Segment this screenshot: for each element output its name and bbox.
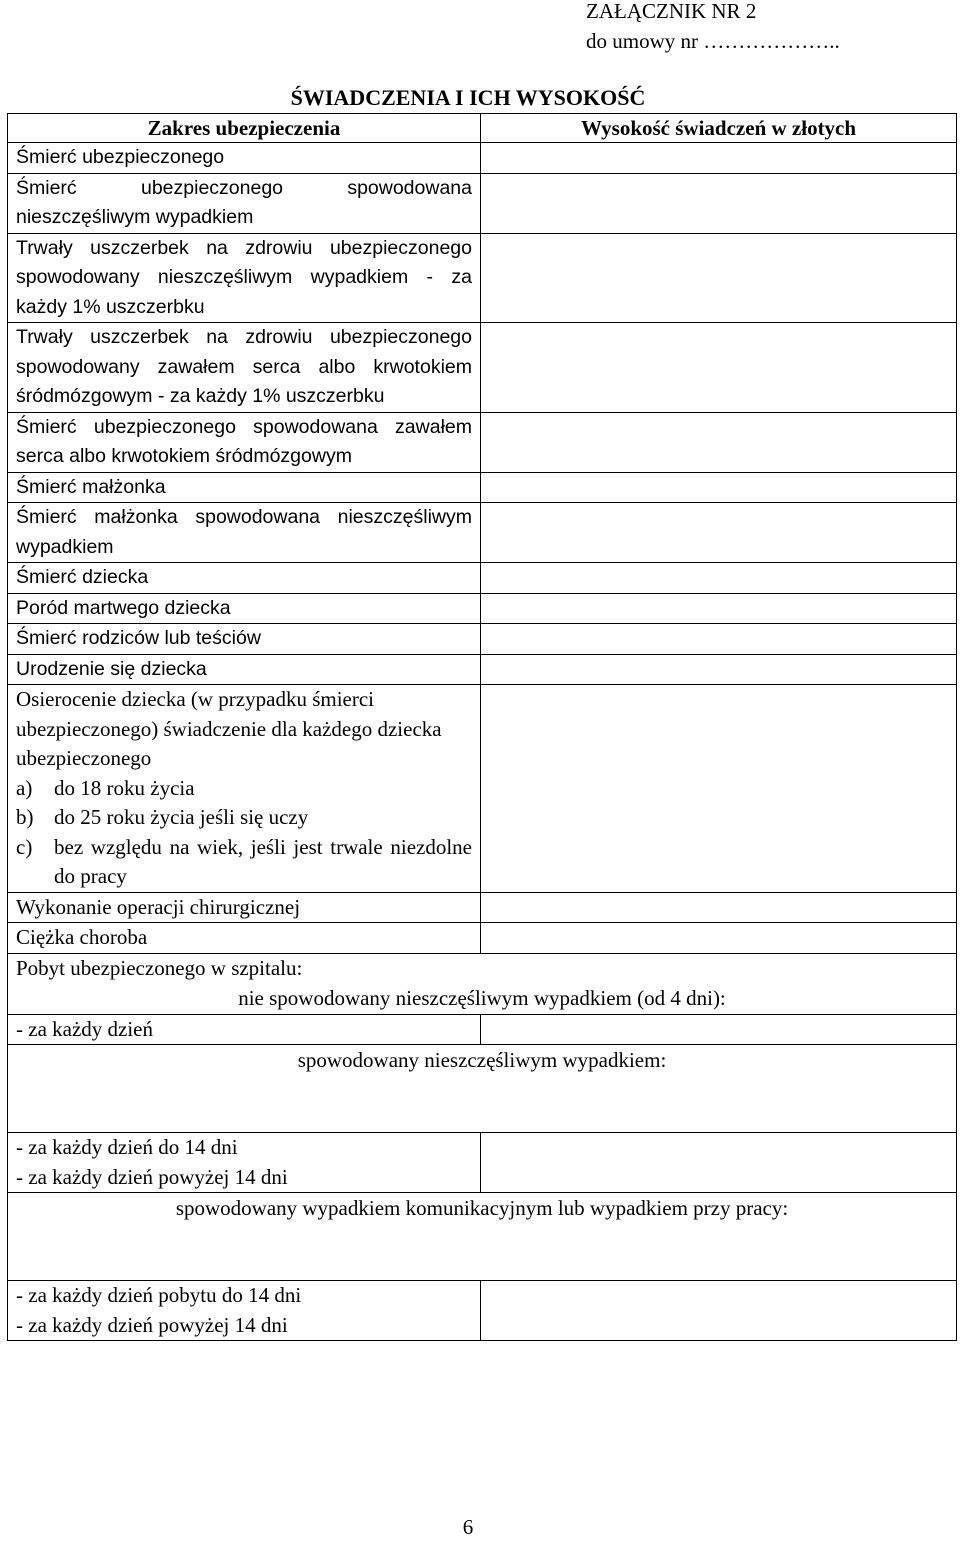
row-label: Śmierć małżonka (16, 475, 166, 498)
row-label: - za każdy dzień powyżej 14 dni (16, 1164, 288, 1189)
row-label: Poród martwego dziecka (16, 596, 231, 619)
row-label: Trwały uszczerbek na zdrowiu ubezpieczonego spowodowany zawałem serca albo krwotokiem śródmózgowym - za każdy 1% uszczerbku (16, 326, 472, 407)
table-row (8, 323, 957, 413)
list-item (8, 774, 480, 804)
list-marker: b) (16, 805, 34, 829)
row-label: Śmierć ubezpieczonego spowodowana zawałem serca albo krwotokiem śródmózgowym (16, 415, 472, 467)
row-label: Śmierć ubezpieczonego (16, 146, 225, 168)
page-number: 6 (462, 1515, 474, 1539)
list-marker: c) (16, 834, 33, 859)
amount-cell (481, 685, 957, 893)
column-header-scope: Zakres ubezpieczenia (147, 116, 341, 140)
table-row (8, 563, 957, 594)
table-row-orphan (8, 685, 957, 893)
table-header-row (8, 114, 957, 143)
row-label: Śmierć rodziców lub teściów (16, 627, 261, 649)
table-row (8, 412, 957, 472)
amount-cell (481, 472, 957, 503)
annex-label: ZAŁĄCZNIK NR 2 (586, 0, 757, 23)
contract-reference: do umowy nr ……………….. (586, 29, 840, 53)
amount-cell (481, 323, 957, 413)
table-row (8, 472, 957, 503)
list-item (8, 803, 480, 833)
hospital-title-row (8, 953, 957, 1014)
list-item-text: do 25 roku życia jeśli się uczy (54, 805, 309, 829)
row-label: - za każdy dzień powyżej 14 dni (16, 1312, 288, 1337)
amount-cell (481, 923, 957, 954)
amount-cell (481, 173, 957, 233)
table-row (8, 173, 957, 233)
row-label: Ciężka choroba (16, 925, 148, 949)
table-row (8, 1133, 957, 1193)
subsection-row (8, 1193, 957, 1281)
row-label: Trwały uszczerbek na zdrowiu ubezpieczonego spowodowany nieszczęśliwym wypadkiem - za każdy 1% uszczerbku (16, 236, 472, 318)
table-row (8, 624, 957, 655)
table-row (8, 654, 957, 685)
subsection-heading: nie spowodowany nieszczęśliwym wypadkiem (od 4 dni): (238, 986, 726, 1010)
amount-cell (481, 412, 957, 472)
table-row (8, 233, 957, 323)
header-cell-scope (8, 114, 481, 143)
subsection-heading: spowodowany wypadkiem komunikacyjnym lub wypadkiem przy pracy: (175, 1196, 789, 1220)
amount-cell (481, 1281, 957, 1341)
document-title: ŚWIADCZENIA I ICH WYSOKOŚĆ (290, 85, 646, 110)
table-row (8, 503, 957, 563)
amount-cell (481, 654, 957, 685)
table-row (8, 892, 957, 923)
row-label: Śmierć ubezpieczonego spowodowana nieszczęśliwym wypadkiem (16, 176, 472, 228)
table-row (8, 923, 957, 954)
row-label: Śmierć małżonka spowodowana nieszczęśliwym wypadkiem (16, 506, 472, 558)
list-marker: a) (16, 775, 33, 800)
row-label: - za każdy dzień do 14 dni (16, 1135, 238, 1159)
benefits-table (7, 113, 957, 1341)
row-label: - za każdy dzień pobytu do 14 dni (16, 1283, 302, 1307)
table-row (8, 1014, 957, 1045)
row-label: - za każdy dzień (16, 1016, 154, 1041)
subsection-row (8, 1045, 957, 1133)
row-label: Osierocenie dziecka (w przypadku śmierci ubezpieczonego) świadczenie dla każdego dziecka ubezpieczonego (16, 687, 442, 770)
table-row (8, 1281, 957, 1341)
amount-cell (481, 143, 957, 174)
column-header-amount: Wysokość świadczeń w złotych (580, 116, 857, 140)
amount-cell (481, 1133, 957, 1193)
hospital-section-title: Pobyt ubezpieczonego w szpitalu: (16, 955, 303, 980)
table-row (8, 593, 957, 624)
amount-cell (481, 233, 957, 323)
amount-cell (481, 1014, 957, 1045)
list-item (8, 833, 480, 892)
amount-cell (481, 892, 957, 923)
list-item-text: do 18 roku życia (54, 775, 195, 800)
amount-cell (481, 503, 957, 563)
header-cell-amount (481, 114, 957, 143)
row-label: Śmierć dziecka (16, 566, 149, 588)
table-row (8, 143, 957, 174)
list-item-text: bez względu na wiek, jeśli jest trwale niezdolne do pracy (54, 834, 472, 888)
amount-cell (481, 563, 957, 594)
amount-cell (481, 593, 957, 624)
row-label: Urodzenie się dziecka (16, 657, 207, 680)
subsection-heading: spowodowany nieszczęśliwym wypadkiem: (297, 1048, 667, 1072)
row-label: Wykonanie operacji chirurgicznej (16, 894, 301, 919)
amount-cell (481, 624, 957, 655)
